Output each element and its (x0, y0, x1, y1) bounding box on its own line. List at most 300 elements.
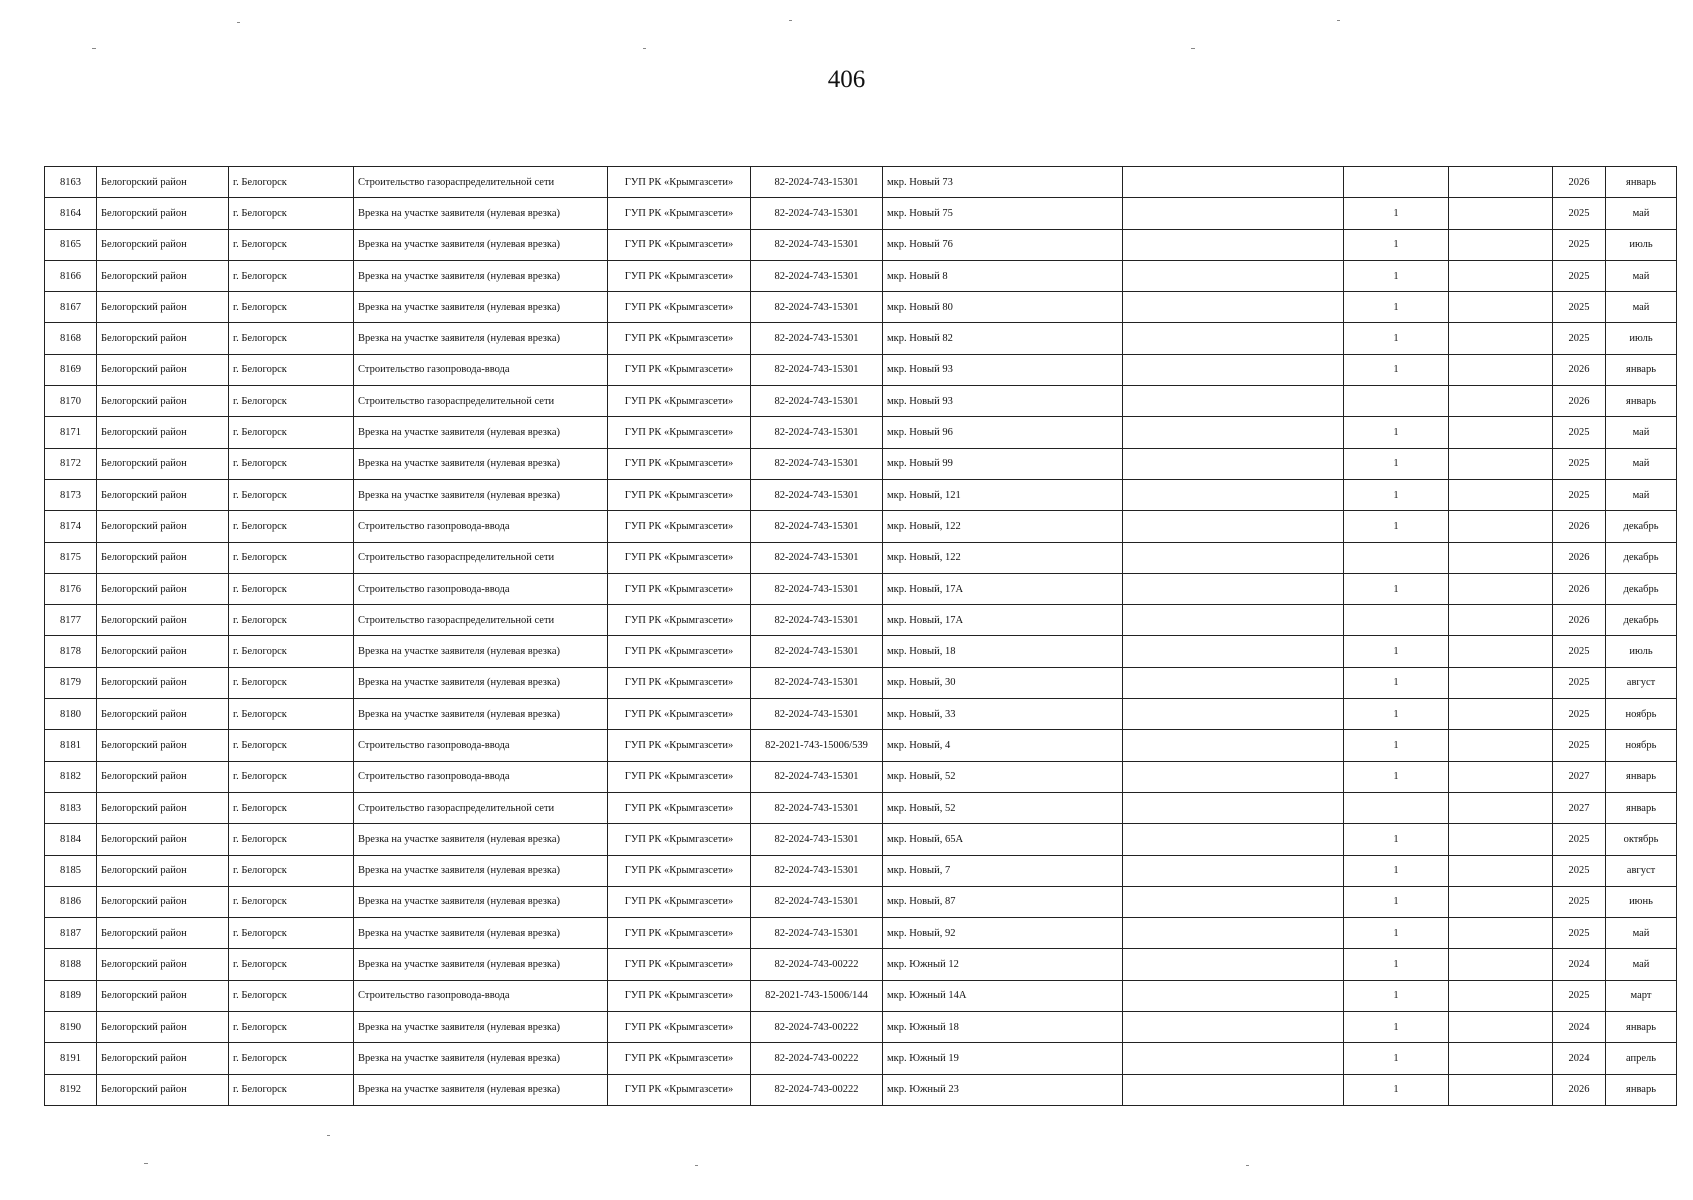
address-cell: мкр. Новый, 121 (883, 479, 1123, 510)
month-cell: июль (1606, 229, 1677, 260)
year-cell: 2025 (1553, 448, 1606, 479)
program-code-cell: 82-2024-743-00222 (751, 1043, 883, 1074)
work-type-cell: Врезка на участке заявителя (нулевая врезка) (354, 479, 608, 510)
district-cell: Белогорский район (97, 542, 229, 573)
year-cell: 2024 (1553, 1012, 1606, 1043)
empty-cell (1123, 511, 1344, 542)
row-number: 8181 (45, 730, 97, 761)
empty-cell (1449, 260, 1553, 291)
row-number: 8189 (45, 980, 97, 1011)
month-cell: июль (1606, 323, 1677, 354)
organization-cell: ГУП РК «Крымгазсети» (608, 511, 751, 542)
empty-cell (1123, 354, 1344, 385)
empty-cell (1123, 792, 1344, 823)
organization-cell: ГУП РК «Крымгазсети» (608, 855, 751, 886)
empty-cell (1449, 1074, 1553, 1105)
row-number: 8187 (45, 918, 97, 949)
city-cell: г. Белогорск (229, 479, 354, 510)
quantity-cell: 1 (1344, 448, 1449, 479)
empty-cell (1123, 636, 1344, 667)
month-cell: июнь (1606, 886, 1677, 917)
month-cell: январь (1606, 1074, 1677, 1105)
work-type-cell: Строительство газораспределительной сети (354, 605, 608, 636)
organization-cell: ГУП РК «Крымгазсети» (608, 980, 751, 1011)
quantity-cell: 1 (1344, 949, 1449, 980)
work-type-cell: Врезка на участке заявителя (нулевая врезка) (354, 699, 608, 730)
empty-cell (1449, 386, 1553, 417)
city-cell: г. Белогорск (229, 198, 354, 229)
address-cell: мкр. Новый, 92 (883, 918, 1123, 949)
district-cell: Белогорский район (97, 292, 229, 323)
row-number: 8190 (45, 1012, 97, 1043)
empty-cell (1449, 824, 1553, 855)
city-cell: г. Белогорск (229, 1043, 354, 1074)
program-code-cell: 82-2024-743-15301 (751, 918, 883, 949)
month-cell: май (1606, 918, 1677, 949)
empty-cell (1123, 730, 1344, 761)
district-cell: Белогорский район (97, 260, 229, 291)
program-code-cell: 82-2024-743-15301 (751, 699, 883, 730)
year-cell: 2025 (1553, 855, 1606, 886)
table-row (45, 980, 1677, 1011)
year-cell: 2025 (1553, 198, 1606, 229)
table-row (45, 761, 1677, 792)
organization-cell: ГУП РК «Крымгазсети» (608, 260, 751, 291)
city-cell: г. Белогорск (229, 386, 354, 417)
table-row (45, 855, 1677, 886)
district-cell: Белогорский район (97, 605, 229, 636)
work-type-cell: Врезка на участке заявителя (нулевая врезка) (354, 417, 608, 448)
empty-cell (1449, 636, 1553, 667)
quantity-cell (1344, 386, 1449, 417)
district-cell: Белогорский район (97, 479, 229, 510)
work-type-cell: Врезка на участке заявителя (нулевая врезка) (354, 886, 608, 917)
city-cell: г. Белогорск (229, 354, 354, 385)
empty-cell (1123, 855, 1344, 886)
quantity-cell: 1 (1344, 667, 1449, 698)
address-cell: мкр. Южный 19 (883, 1043, 1123, 1074)
empty-cell (1123, 1074, 1344, 1105)
district-cell: Белогорский район (97, 699, 229, 730)
district-cell: Белогорский район (97, 448, 229, 479)
quantity-cell (1344, 167, 1449, 198)
program-code-cell: 82-2024-743-15301 (751, 417, 883, 448)
table-row (45, 605, 1677, 636)
row-number: 8172 (45, 448, 97, 479)
district-cell: Белогорский район (97, 1074, 229, 1105)
organization-cell: ГУП РК «Крымгазсети» (608, 1074, 751, 1105)
work-type-cell: Врезка на участке заявителя (нулевая врезка) (354, 260, 608, 291)
empty-cell (1123, 260, 1344, 291)
work-type-cell: Строительство газораспределительной сети (354, 792, 608, 823)
empty-cell (1123, 1043, 1344, 1074)
table-row (45, 511, 1677, 542)
table-row (45, 354, 1677, 385)
program-code-cell: 82-2021-743-15006/539 (751, 730, 883, 761)
organization-cell: ГУП РК «Крымгазсети» (608, 1043, 751, 1074)
row-number: 8185 (45, 855, 97, 886)
program-code-cell: 82-2024-743-15301 (751, 323, 883, 354)
city-cell: г. Белогорск (229, 167, 354, 198)
city-cell: г. Белогорск (229, 292, 354, 323)
address-cell: мкр. Южный 18 (883, 1012, 1123, 1043)
year-cell: 2026 (1553, 573, 1606, 604)
year-cell: 2026 (1553, 605, 1606, 636)
program-code-cell: 82-2024-743-00222 (751, 949, 883, 980)
month-cell: октябрь (1606, 824, 1677, 855)
empty-cell (1449, 292, 1553, 323)
empty-cell (1449, 511, 1553, 542)
quantity-cell: 1 (1344, 260, 1449, 291)
row-number: 8191 (45, 1043, 97, 1074)
year-cell: 2025 (1553, 918, 1606, 949)
month-cell: декабрь (1606, 542, 1677, 573)
quantity-cell (1344, 792, 1449, 823)
table-row (45, 949, 1677, 980)
district-cell: Белогорский район (97, 886, 229, 917)
empty-cell (1449, 886, 1553, 917)
city-cell: г. Белогорск (229, 886, 354, 917)
empty-cell (1449, 918, 1553, 949)
year-cell: 2024 (1553, 1043, 1606, 1074)
quantity-cell (1344, 605, 1449, 636)
row-number: 8177 (45, 605, 97, 636)
organization-cell: ГУП РК «Крымгазсети» (608, 229, 751, 260)
empty-cell (1449, 573, 1553, 604)
address-cell: мкр. Южный 14А (883, 980, 1123, 1011)
city-cell: г. Белогорск (229, 573, 354, 604)
empty-cell (1123, 699, 1344, 730)
table-row (45, 824, 1677, 855)
city-cell: г. Белогорск (229, 323, 354, 354)
organization-cell: ГУП РК «Крымгазсети» (608, 918, 751, 949)
quantity-cell: 1 (1344, 323, 1449, 354)
work-type-cell: Строительство газопровода-ввода (354, 761, 608, 792)
empty-cell (1449, 229, 1553, 260)
month-cell: апрель (1606, 1043, 1677, 1074)
month-cell: декабрь (1606, 511, 1677, 542)
quantity-cell: 1 (1344, 573, 1449, 604)
address-cell: мкр. Новый, 52 (883, 761, 1123, 792)
work-type-cell: Строительство газопровода-ввода (354, 573, 608, 604)
program-code-cell: 82-2024-743-15301 (751, 573, 883, 604)
row-number: 8188 (45, 949, 97, 980)
row-number: 8178 (45, 636, 97, 667)
district-cell: Белогорский район (97, 229, 229, 260)
row-number: 8186 (45, 886, 97, 917)
program-code-cell: 82-2024-743-15301 (751, 605, 883, 636)
empty-cell (1449, 417, 1553, 448)
address-cell: мкр. Южный 12 (883, 949, 1123, 980)
table-row (45, 542, 1677, 573)
work-type-cell: Строительство газораспределительной сети (354, 386, 608, 417)
table-row (45, 636, 1677, 667)
work-type-cell: Врезка на участке заявителя (нулевая врезка) (354, 229, 608, 260)
district-cell: Белогорский район (97, 949, 229, 980)
city-cell: г. Белогорск (229, 949, 354, 980)
program-code-cell: 82-2024-743-15301 (751, 198, 883, 229)
program-code-cell: 82-2024-743-15301 (751, 229, 883, 260)
year-cell: 2026 (1553, 167, 1606, 198)
district-cell: Белогорский район (97, 1012, 229, 1043)
month-cell: январь (1606, 1012, 1677, 1043)
organization-cell: ГУП РК «Крымгазсети» (608, 949, 751, 980)
city-cell: г. Белогорск (229, 792, 354, 823)
work-type-cell: Врезка на участке заявителя (нулевая врезка) (354, 448, 608, 479)
program-code-cell: 82-2024-743-15301 (751, 354, 883, 385)
empty-cell (1123, 479, 1344, 510)
district-cell: Белогорский район (97, 386, 229, 417)
quantity-cell: 1 (1344, 730, 1449, 761)
row-number: 8175 (45, 542, 97, 573)
address-cell: мкр. Новый 80 (883, 292, 1123, 323)
work-type-cell: Врезка на участке заявителя (нулевая врезка) (354, 636, 608, 667)
month-cell: май (1606, 260, 1677, 291)
address-cell: мкр. Новый 76 (883, 229, 1123, 260)
year-cell: 2025 (1553, 636, 1606, 667)
organization-cell: ГУП РК «Крымгазсети» (608, 479, 751, 510)
table-row (45, 730, 1677, 761)
month-cell: январь (1606, 167, 1677, 198)
program-code-cell: 82-2024-743-15301 (751, 479, 883, 510)
address-cell: мкр. Новый, 30 (883, 667, 1123, 698)
month-cell: август (1606, 855, 1677, 886)
organization-cell: ГУП РК «Крымгазсети» (608, 354, 751, 385)
row-number: 8176 (45, 573, 97, 604)
empty-cell (1123, 573, 1344, 604)
row-number: 8170 (45, 386, 97, 417)
quantity-cell: 1 (1344, 511, 1449, 542)
organization-cell: ГУП РК «Крымгазсети» (608, 198, 751, 229)
month-cell: май (1606, 479, 1677, 510)
address-cell: мкр. Новый, 122 (883, 542, 1123, 573)
row-number: 8183 (45, 792, 97, 823)
organization-cell: ГУП РК «Крымгазсети» (608, 323, 751, 354)
address-cell: мкр. Новый, 65А (883, 824, 1123, 855)
empty-cell (1123, 229, 1344, 260)
quantity-cell: 1 (1344, 1074, 1449, 1105)
district-cell: Белогорский район (97, 855, 229, 886)
organization-cell: ГУП РК «Крымгазсети» (608, 573, 751, 604)
registry-table (44, 166, 1677, 1106)
empty-cell (1449, 198, 1553, 229)
row-number: 8184 (45, 824, 97, 855)
district-cell: Белогорский район (97, 730, 229, 761)
quantity-cell: 1 (1344, 229, 1449, 260)
quantity-cell: 1 (1344, 417, 1449, 448)
table-row (45, 699, 1677, 730)
year-cell: 2027 (1553, 792, 1606, 823)
program-code-cell: 82-2021-743-15006/144 (751, 980, 883, 1011)
organization-cell: ГУП РК «Крымгазсети» (608, 386, 751, 417)
program-code-cell: 82-2024-743-00222 (751, 1012, 883, 1043)
district-cell: Белогорский район (97, 167, 229, 198)
month-cell: декабрь (1606, 605, 1677, 636)
address-cell: мкр. Новый, 17А (883, 573, 1123, 604)
year-cell: 2026 (1553, 1074, 1606, 1105)
program-code-cell: 82-2024-743-15301 (751, 448, 883, 479)
city-cell: г. Белогорск (229, 824, 354, 855)
quantity-cell: 1 (1344, 855, 1449, 886)
empty-cell (1123, 167, 1344, 198)
city-cell: г. Белогорск (229, 761, 354, 792)
year-cell: 2025 (1553, 730, 1606, 761)
table-row (45, 260, 1677, 291)
work-type-cell: Врезка на участке заявителя (нулевая врезка) (354, 1012, 608, 1043)
month-cell: ноябрь (1606, 730, 1677, 761)
registry-table-body (45, 167, 1677, 1106)
district-cell: Белогорский район (97, 980, 229, 1011)
district-cell: Белогорский район (97, 636, 229, 667)
month-cell: январь (1606, 761, 1677, 792)
empty-cell (1123, 542, 1344, 573)
month-cell: декабрь (1606, 573, 1677, 604)
table-row (45, 573, 1677, 604)
district-cell: Белогорский район (97, 761, 229, 792)
year-cell: 2026 (1553, 386, 1606, 417)
month-cell: март (1606, 980, 1677, 1011)
year-cell: 2025 (1553, 980, 1606, 1011)
quantity-cell: 1 (1344, 824, 1449, 855)
empty-cell (1449, 855, 1553, 886)
address-cell: мкр. Новый 82 (883, 323, 1123, 354)
city-cell: г. Белогорск (229, 542, 354, 573)
empty-cell (1449, 167, 1553, 198)
city-cell: г. Белогорск (229, 448, 354, 479)
city-cell: г. Белогорск (229, 1074, 354, 1105)
empty-cell (1123, 448, 1344, 479)
organization-cell: ГУП РК «Крымгазсети» (608, 730, 751, 761)
row-number: 8164 (45, 198, 97, 229)
organization-cell: ГУП РК «Крымгазсети» (608, 292, 751, 323)
table-row (45, 167, 1677, 198)
empty-cell (1123, 824, 1344, 855)
empty-cell (1123, 886, 1344, 917)
row-number: 8166 (45, 260, 97, 291)
work-type-cell: Строительство газораспределительной сети (354, 542, 608, 573)
table-row (45, 479, 1677, 510)
year-cell: 2025 (1553, 229, 1606, 260)
district-cell: Белогорский район (97, 667, 229, 698)
organization-cell: ГУП РК «Крымгазсети» (608, 792, 751, 823)
city-cell: г. Белогорск (229, 699, 354, 730)
district-cell: Белогорский район (97, 824, 229, 855)
table-row (45, 1043, 1677, 1074)
quantity-cell (1344, 542, 1449, 573)
city-cell: г. Белогорск (229, 605, 354, 636)
row-number: 8163 (45, 167, 97, 198)
work-type-cell: Врезка на участке заявителя (нулевая врезка) (354, 918, 608, 949)
empty-cell (1449, 448, 1553, 479)
address-cell: мкр. Новый, 52 (883, 792, 1123, 823)
work-type-cell: Строительство газопровода-ввода (354, 730, 608, 761)
empty-cell (1123, 949, 1344, 980)
empty-cell (1449, 605, 1553, 636)
table-row (45, 448, 1677, 479)
empty-cell (1449, 354, 1553, 385)
empty-cell (1123, 667, 1344, 698)
program-code-cell: 82-2024-743-15301 (751, 761, 883, 792)
organization-cell: ГУП РК «Крымгазсети» (608, 417, 751, 448)
organization-cell: ГУП РК «Крымгазсети» (608, 542, 751, 573)
organization-cell: ГУП РК «Крымгазсети» (608, 167, 751, 198)
row-number: 8179 (45, 667, 97, 698)
district-cell: Белогорский район (97, 323, 229, 354)
city-cell: г. Белогорск (229, 636, 354, 667)
city-cell: г. Белогорск (229, 511, 354, 542)
quantity-cell: 1 (1344, 636, 1449, 667)
table-row (45, 417, 1677, 448)
month-cell: июль (1606, 636, 1677, 667)
quantity-cell: 1 (1344, 886, 1449, 917)
organization-cell: ГУП РК «Крымгазсети» (608, 1012, 751, 1043)
work-type-cell: Врезка на участке заявителя (нулевая врезка) (354, 323, 608, 354)
work-type-cell: Строительство газопровода-ввода (354, 980, 608, 1011)
table-row (45, 667, 1677, 698)
work-type-cell: Врезка на участке заявителя (нулевая врезка) (354, 292, 608, 323)
district-cell: Белогорский район (97, 511, 229, 542)
organization-cell: ГУП РК «Крымгазсети» (608, 667, 751, 698)
district-cell: Белогорский район (97, 354, 229, 385)
address-cell: мкр. Новый, 17А (883, 605, 1123, 636)
year-cell: 2024 (1553, 949, 1606, 980)
address-cell: мкр. Новый, 7 (883, 855, 1123, 886)
month-cell: январь (1606, 792, 1677, 823)
empty-cell (1449, 730, 1553, 761)
month-cell: май (1606, 448, 1677, 479)
empty-cell (1123, 417, 1344, 448)
city-cell: г. Белогорск (229, 229, 354, 260)
month-cell: май (1606, 949, 1677, 980)
work-type-cell: Строительство газораспределительной сети (354, 167, 608, 198)
empty-cell (1449, 980, 1553, 1011)
city-cell: г. Белогорск (229, 417, 354, 448)
empty-cell (1123, 918, 1344, 949)
address-cell: мкр. Новый 93 (883, 386, 1123, 417)
city-cell: г. Белогорск (229, 730, 354, 761)
month-cell: август (1606, 667, 1677, 698)
district-cell: Белогорский район (97, 1043, 229, 1074)
program-code-cell: 82-2024-743-15301 (751, 636, 883, 667)
table-row (45, 323, 1677, 354)
address-cell: мкр. Новый 75 (883, 198, 1123, 229)
program-code-cell: 82-2024-743-15301 (751, 511, 883, 542)
city-cell: г. Белогорск (229, 918, 354, 949)
year-cell: 2026 (1553, 542, 1606, 573)
year-cell: 2026 (1553, 354, 1606, 385)
program-code-cell: 82-2024-743-15301 (751, 824, 883, 855)
year-cell: 2026 (1553, 511, 1606, 542)
empty-cell (1123, 761, 1344, 792)
year-cell: 2025 (1553, 417, 1606, 448)
city-cell: г. Белогорск (229, 980, 354, 1011)
program-code-cell: 82-2024-743-15301 (751, 260, 883, 291)
quantity-cell: 1 (1344, 354, 1449, 385)
month-cell: май (1606, 292, 1677, 323)
quantity-cell: 1 (1344, 1043, 1449, 1074)
empty-cell (1123, 1012, 1344, 1043)
table-row (45, 386, 1677, 417)
empty-cell (1123, 198, 1344, 229)
organization-cell: ГУП РК «Крымгазсети» (608, 699, 751, 730)
district-cell: Белогорский район (97, 198, 229, 229)
year-cell: 2027 (1553, 761, 1606, 792)
organization-cell: ГУП РК «Крымгазсети» (608, 448, 751, 479)
row-number: 8171 (45, 417, 97, 448)
program-code-cell: 82-2024-743-15301 (751, 855, 883, 886)
work-type-cell: Врезка на участке заявителя (нулевая врезка) (354, 949, 608, 980)
month-cell: ноябрь (1606, 699, 1677, 730)
